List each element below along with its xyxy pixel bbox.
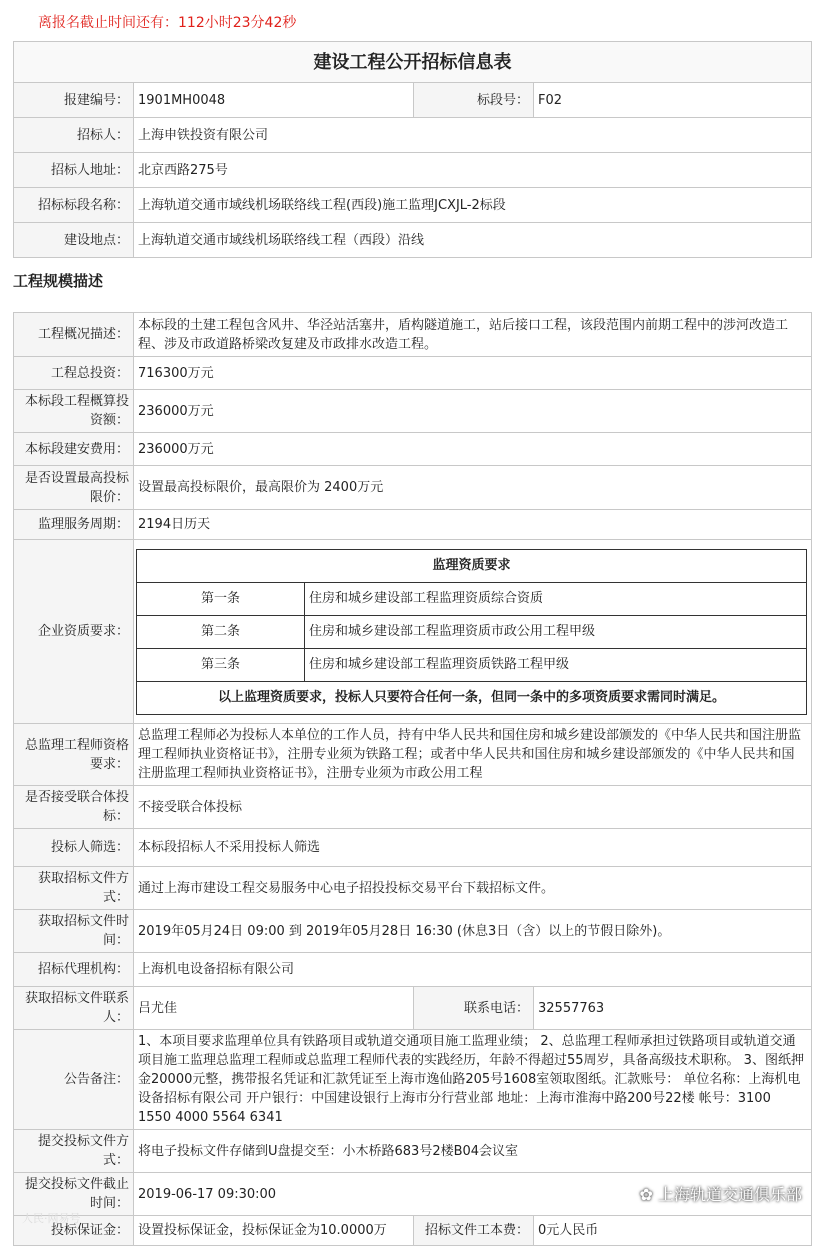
- deposit-label: 投标保证金：: [14, 1216, 134, 1246]
- address-label: 招标人地址：: [14, 153, 134, 188]
- doc-time-label: 获取招标文件时间：: [14, 910, 134, 953]
- install-value: 236000万元: [134, 433, 812, 466]
- submit-method-value: 将电子投标文件存储到U盘提交至：小木桥路683号2楼B04会议室: [134, 1130, 812, 1173]
- agency-value: 上海机电设备招标有限公司: [134, 953, 812, 987]
- tenderer-label: 招标人：: [14, 118, 134, 153]
- tenderer-value: 上海申铁投资有限公司: [134, 118, 812, 153]
- install-label: 本标段建安费用：: [14, 433, 134, 466]
- submit-method-label: 提交投标文件方式：: [14, 1130, 134, 1173]
- location-value: 上海轨道交通市域线机场联络线工程（西段）沿线: [134, 223, 812, 258]
- qual-row: [137, 615, 807, 648]
- overview-value: 本标段的土建工程包含风井、华泾站活塞井，盾构隧道施工，站后接口工程，该段范围内前期工程中的涉河改造工程、涉及市政道路桥梁改复建及市政排水改造工程。: [134, 313, 812, 357]
- section-title: 工程规模描述: [13, 272, 104, 290]
- countdown-text: 离报名截止时间还有：112小时23分42秒: [38, 15, 297, 31]
- page-title: 建设工程公开招标信息表: [14, 42, 812, 83]
- qual-note: 以上监理资质要求，投标人只要符合任何一条，但同一条中的多项资质要求需同时满足。: [137, 681, 807, 714]
- deadline-value: 2019-06-17 09:30:00: [134, 1173, 812, 1216]
- deadline-label: 提交投标文件截止时间：: [14, 1173, 134, 1216]
- section-no-value: F02: [534, 83, 812, 118]
- qual-item: 第二条: [137, 615, 305, 648]
- section-name-value: 上海轨道交通市域线机场联络线工程(西段)施工监理JCXJL-2标段: [134, 188, 812, 223]
- qual-table: [136, 549, 807, 715]
- contact-label: 获取招标文件联系人：: [14, 987, 134, 1030]
- qual-row: [137, 648, 807, 681]
- doc-fee-label: 招标文件工本费：: [414, 1216, 534, 1246]
- doc-time-value: 2019年05月24日 09:00 到 2019年05月28日 16:30 (休息3日（含）以上的节假日除外)。: [134, 910, 812, 953]
- qual-row: [137, 582, 807, 615]
- engineer-label: 总监理工程师资格要求：: [14, 724, 134, 786]
- consortium-label: 是否接受联合体投标：: [14, 786, 134, 829]
- qual-label: 企业资质要求：: [14, 540, 134, 724]
- budget-label: 本标段工程概算投资额：: [14, 390, 134, 433]
- notice-label: 公告备注：: [14, 1030, 134, 1130]
- location-label: 建设地点：: [14, 223, 134, 258]
- address-value: 北京西路275号: [134, 153, 812, 188]
- doc-method-label: 获取招标文件方式：: [14, 867, 134, 910]
- total-invest-value: 716300万元: [134, 357, 812, 390]
- qual-header: 监理资质要求: [137, 549, 807, 582]
- max-price-value: 设置最高投标限价，最高限价为 2400万元: [134, 466, 812, 510]
- max-price-label: 是否设置最高投标限价：: [14, 466, 134, 510]
- consortium-value: 不接受联合体投标: [134, 786, 812, 829]
- agency-label: 招标代理机构：: [14, 953, 134, 987]
- notice-value: 1、本项目要求监理单位具有铁路项目或轨道交通项目施工监理业绩； 2、总监理工程师承担过铁路项目或轨道交通项目施工监理总监理工程师或总监理工程师代表的实践经历，年龄不得超过55周岁，具备高级技术职称。 3、图纸押金20000元整，携带报名凭证和汇款凭证至上海市逸仙路205号1608室领取图纸。汇款账号： 单位名称：上海机电设备招标有限公司 开户银行：中国建设银行上海市分行营业部 地址：上海市淮海中路200号22楼 帐号：3100 1550 4000 5564 6341: [134, 1030, 812, 1130]
- total-invest-label: 工程总投资：: [14, 357, 134, 390]
- deposit-value: 设置投标保证金，投标保证金为10.0000万: [134, 1216, 414, 1246]
- period-label: 监理服务周期：: [14, 510, 134, 540]
- qual-text: 住房和城乡建设部工程监理资质市政公用工程甲级: [305, 615, 807, 648]
- phone-value: 32557763: [534, 987, 812, 1030]
- section-name-label: 招标标段名称：: [14, 188, 134, 223]
- qual-text: 住房和城乡建设部工程监理资质综合资质: [305, 582, 807, 615]
- engineer-value: 总监理工程师必为投标人本单位的工作人员，持有中华人民共和国住房和城乡建设部颁发的《中华人民共和国注册监理工程师执业资格证书》，注册专业须为铁路工程；或者中华人民共和国住房和城乡建设部颁发的《中华人民共和国注册监理工程师执业资格证书》，注册专业须为市政公用工程: [134, 724, 812, 786]
- watermark: ✿ 上海轨道交通俱乐部: [639, 1185, 802, 1204]
- screen-label: 投标人筛选：: [14, 829, 134, 867]
- scale-table: [13, 312, 812, 1246]
- qual-item: 第三条: [137, 648, 305, 681]
- basic-info-table: [13, 41, 812, 258]
- phone-label: 联系电话：: [414, 987, 534, 1030]
- budget-value: 236000万元: [134, 390, 812, 433]
- screen-value: 本标段招标人不采用投标人筛选: [134, 829, 812, 867]
- bid-no-label: 报建编号：: [14, 83, 134, 118]
- qual-text: 住房和城乡建设部工程监理资质铁路工程甲级: [305, 648, 807, 681]
- period-value: 2194日历天: [134, 510, 812, 540]
- watermark-secondary: 人民·网易号: [22, 1212, 81, 1225]
- qual-item: 第一条: [137, 582, 305, 615]
- wechat-icon: ✿: [639, 1185, 658, 1204]
- section-no-label: 标段号：: [414, 83, 534, 118]
- doc-fee-value: 0元人民币: [534, 1216, 812, 1246]
- bid-no-value: 1901MH0048: [134, 83, 414, 118]
- contact-value: 吕尤佳: [134, 987, 414, 1030]
- overview-label: 工程概况描述：: [14, 313, 134, 357]
- doc-method-value: 通过上海市建设工程交易服务中心电子招投投标交易平台下载招标文件。: [134, 867, 812, 910]
